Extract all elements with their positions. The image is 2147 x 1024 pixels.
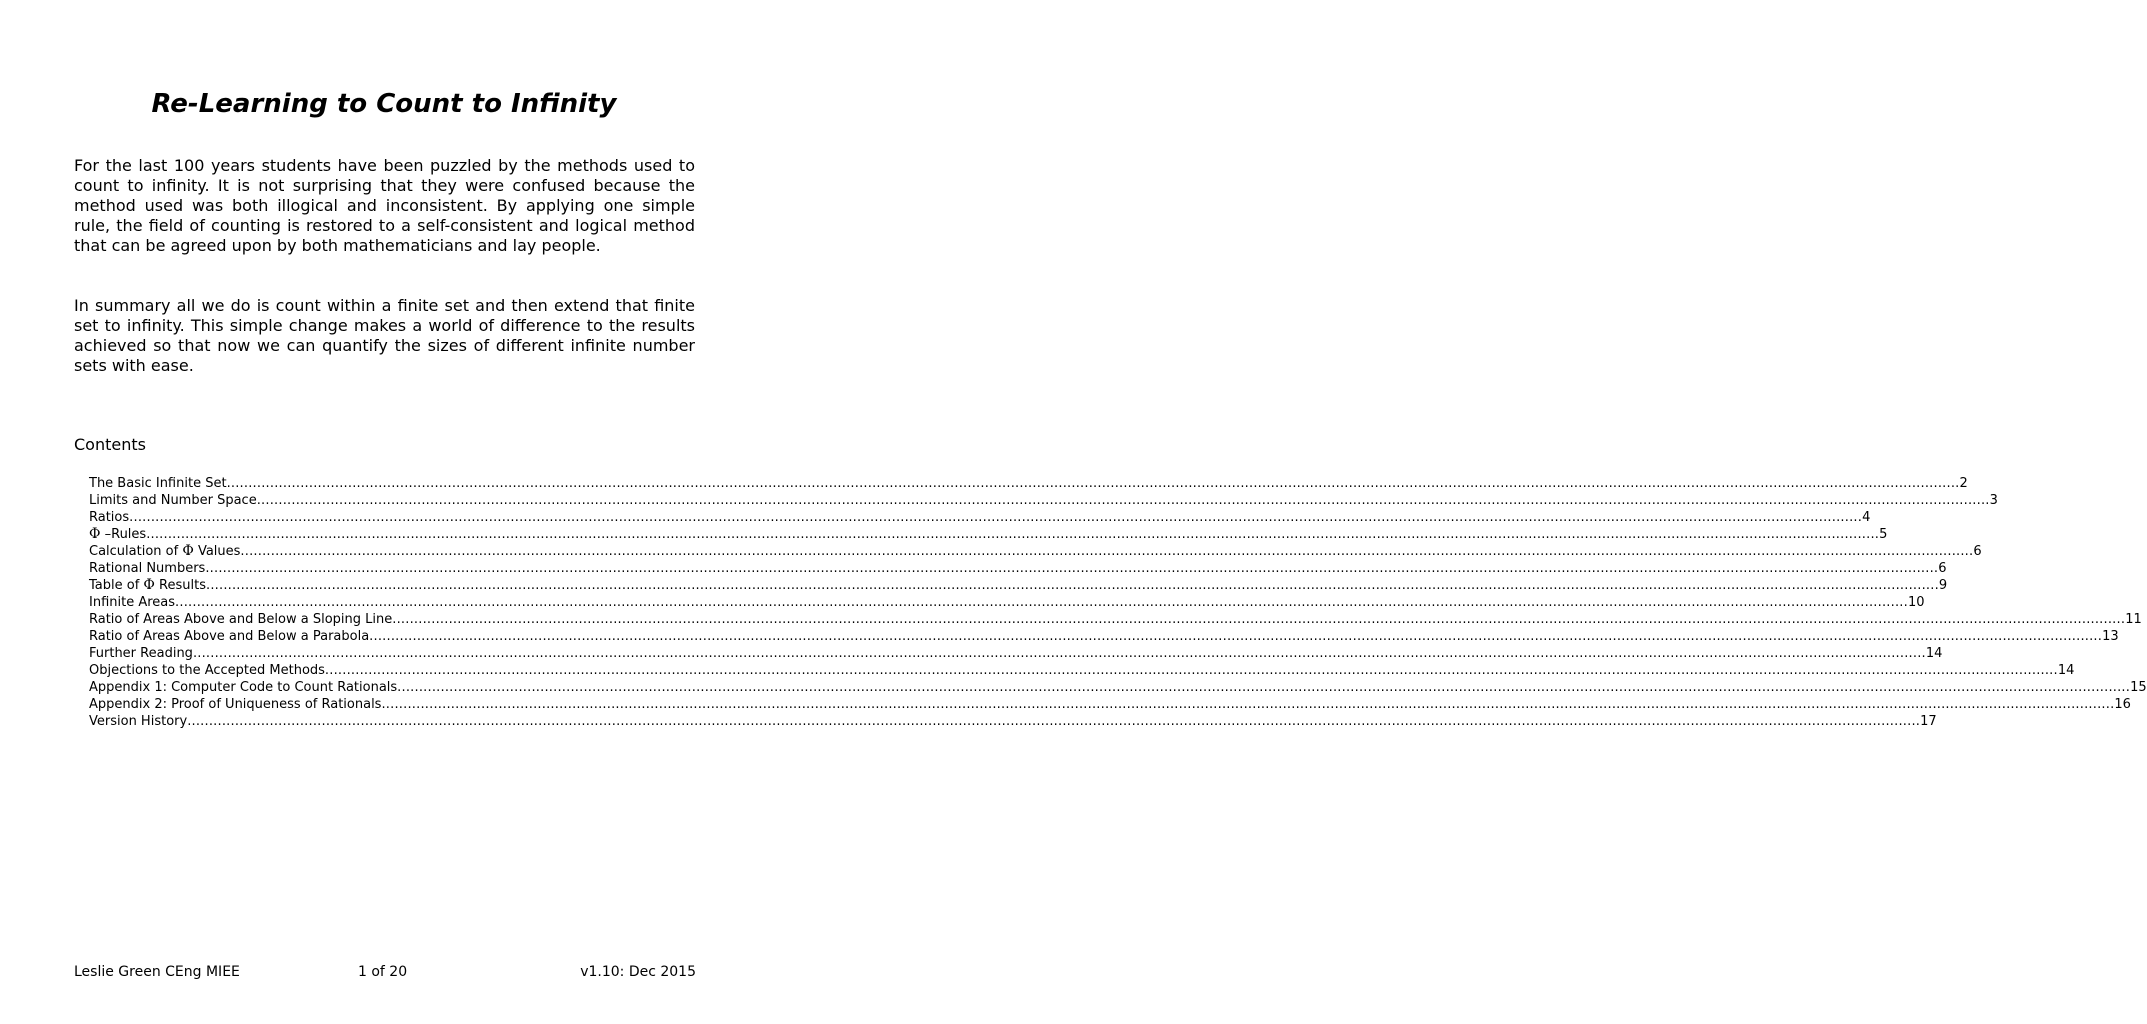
toc-entry[interactable] xyxy=(89,645,1943,662)
toc-entry-title-text: Ratio of Areas Above and Below a Parabola xyxy=(89,629,370,644)
page-footer xyxy=(74,962,696,982)
footer-page-indicator: 1 of 20 xyxy=(358,964,408,980)
toc-dot-leader: ................................................................................................................................................................................................................................................................................................................................................................................................................ xyxy=(397,680,2131,695)
toc-entry[interactable] xyxy=(89,628,2119,645)
toc-entry-title-prefix: Table of xyxy=(89,578,144,593)
toc-entry-title xyxy=(89,628,369,645)
toc-dot-leader: ................................................................................................................................................................................................................................................................................................................................................................................................................ xyxy=(205,561,1939,576)
toc-entry-title-text: Results xyxy=(154,578,206,593)
toc-entry-title xyxy=(89,679,397,696)
toc-entry-title xyxy=(89,662,325,679)
toc-page-number: 6 xyxy=(1938,561,1947,576)
toc-entry-title-text: Infinite Areas xyxy=(89,595,176,610)
toc-entry-title xyxy=(89,696,381,713)
summary-paragraph: In summary all we do is count within a finite set and then extend that finite set to infinity. This simple change makes a world of difference to the results achieved so that now we can quantify the sizes of different infinite number sets with ease. xyxy=(74,296,695,375)
toc-dot-leader: ................................................................................................................................................................................................................................................................................................................................................................................................................ xyxy=(240,544,1974,559)
toc-entry[interactable] xyxy=(89,492,1998,509)
toc-page-number: 16 xyxy=(2114,697,2131,712)
toc-entry[interactable] xyxy=(89,560,1947,577)
toc-entry-title-text: Ratio of Areas Above and Below a Sloping Line xyxy=(89,612,393,627)
toc-entry-title-text: Values xyxy=(193,544,241,559)
toc-page-number: 14 xyxy=(1925,646,1943,661)
toc-entry[interactable] xyxy=(89,611,2142,628)
toc-entry-title-prefix: Calculation of xyxy=(89,544,183,559)
toc-entry[interactable] xyxy=(89,696,2131,713)
toc-page-number: 9 xyxy=(1938,578,1948,593)
toc-page-number: 17 xyxy=(1920,714,1937,729)
toc-entry-title-text: Limits and Number Space xyxy=(89,493,257,508)
toc-entry-title-text: –Rules xyxy=(100,527,147,542)
toc-entry[interactable] xyxy=(89,679,2147,696)
toc-entry[interactable] xyxy=(89,526,1888,543)
toc-dot-leader: ................................................................................................................................................................................................................................................................................................................................................................................................................ xyxy=(369,629,2103,644)
phi-symbol: Φ xyxy=(89,526,101,542)
toc-page-number: 14 xyxy=(2057,663,2075,678)
toc-entry-title-text: Further Reading xyxy=(89,646,193,661)
toc-page-number: 13 xyxy=(2102,629,2119,644)
intro-paragraph: For the last 100 years students have been puzzled by the methods used to count to infinity. It is not surprising that they were confused because the method used was both illogical and inconsistent. By applying one simple rule, the field of counting is restored to a self-consistent and logical method that can be agreed upon by both mathematicians and lay people. xyxy=(74,156,695,255)
toc-entry-title xyxy=(89,475,227,492)
toc-entry-title xyxy=(89,509,129,526)
toc-entry[interactable] xyxy=(89,594,1925,611)
toc-dot-leader: ................................................................................................................................................................................................................................................................................................................................................................................................................ xyxy=(226,476,1960,491)
toc-dot-leader: ................................................................................................................................................................................................................................................................................................................................................................................................................ xyxy=(392,612,2126,627)
toc-page-number: 10 xyxy=(1907,595,1925,610)
toc-dot-leader: ................................................................................................................................................................................................................................................................................................................................................................................................................ xyxy=(129,510,1863,525)
toc-page-number: 3 xyxy=(1989,493,1998,508)
toc-page-number: 2 xyxy=(1959,476,1968,491)
toc-entry[interactable] xyxy=(89,509,1871,526)
toc-dot-leader: ................................................................................................................................................................................................................................................................................................................................................................................................................ xyxy=(256,493,1990,508)
toc-dot-leader: ................................................................................................................................................................................................................................................................................................................................................................................................................ xyxy=(175,595,1908,610)
toc-dot-leader: ................................................................................................................................................................................................................................................................................................................................................................................................................ xyxy=(205,578,1939,593)
toc-dot-leader: ................................................................................................................................................................................................................................................................................................................................................................................................................ xyxy=(187,714,1921,729)
contents-heading: Contents xyxy=(74,435,146,454)
toc-entry[interactable] xyxy=(89,577,1948,594)
toc-page-number: 15 xyxy=(2130,680,2147,695)
toc-entry-title-text: The Basic Infinite Set xyxy=(89,476,227,491)
toc-entry[interactable] xyxy=(89,713,1937,730)
toc-page-number: 6 xyxy=(1973,544,1982,559)
toc-page-number: 11 xyxy=(2125,612,2142,627)
toc-entry-title xyxy=(89,577,206,594)
toc-entry-title xyxy=(89,543,240,560)
toc-entry-title xyxy=(89,594,175,611)
phi-symbol: Φ xyxy=(143,577,155,593)
toc-entry-title xyxy=(89,713,187,730)
table-of-contents xyxy=(89,475,2147,730)
toc-page-number: 4 xyxy=(1862,510,1871,525)
document-title: Re-Learning to Count to Infinity xyxy=(151,89,617,119)
toc-page-number: 5 xyxy=(1879,527,1888,542)
toc-entry-title xyxy=(89,560,205,577)
toc-entry-title xyxy=(89,526,146,543)
footer-author: Leslie Green CEng MIEE xyxy=(74,964,240,980)
toc-entry[interactable] xyxy=(89,543,1982,560)
toc-entry[interactable] xyxy=(89,662,2075,679)
toc-dot-leader: ................................................................................................................................................................................................................................................................................................................................................................................................................ xyxy=(146,527,1880,542)
toc-entry-title xyxy=(89,492,257,509)
toc-dot-leader: ................................................................................................................................................................................................................................................................................................................................................................................................................ xyxy=(381,697,2115,712)
phi-symbol: Φ xyxy=(182,543,194,559)
footer-version: v1.10: Dec 2015 xyxy=(580,964,696,980)
toc-entry-title xyxy=(89,611,392,628)
toc-entry-title-text: Objections to the Accepted Methods xyxy=(89,663,325,678)
toc-entry-title-text: Ratios xyxy=(89,510,130,525)
toc-entry-title-text: Appendix 2: Proof of Uniqueness of Rationals xyxy=(89,697,382,712)
toc-dot-leader: ................................................................................................................................................................................................................................................................................................................................................................................................................ xyxy=(324,663,2058,678)
toc-entry-title xyxy=(89,645,193,662)
toc-entry-title-text: Rational Numbers xyxy=(89,561,206,576)
toc-entry-title-text: Appendix 1: Computer Code to Count Rationals xyxy=(89,680,398,695)
toc-entry-title-text: Version History xyxy=(89,714,188,729)
toc-entry[interactable] xyxy=(89,475,1968,492)
toc-dot-leader: ................................................................................................................................................................................................................................................................................................................................................................................................................ xyxy=(192,646,1926,661)
